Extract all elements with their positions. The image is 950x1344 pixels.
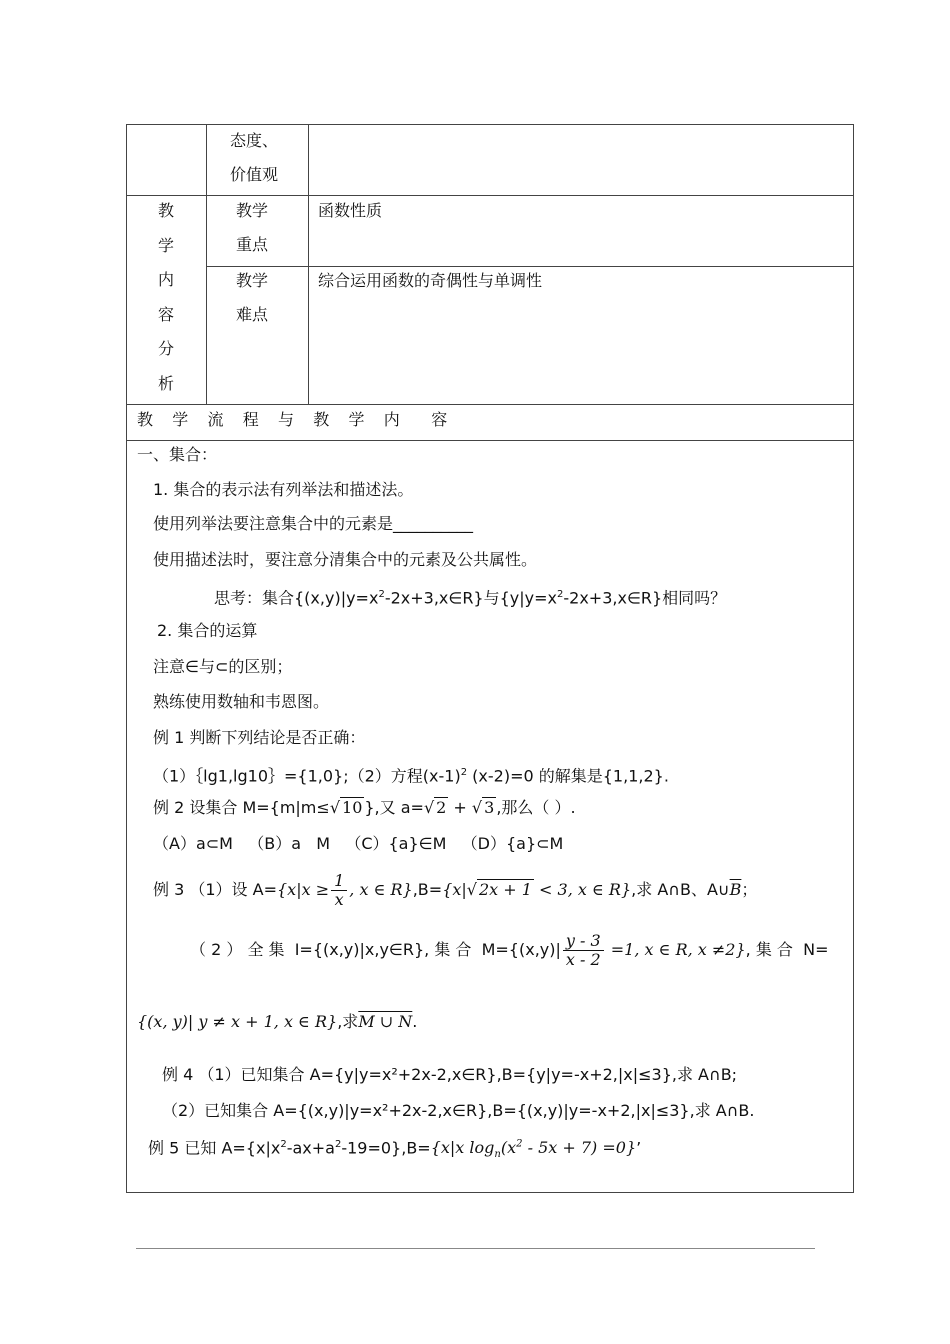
content-line: 1. 集合的表示法有列举法和描述法。: [153, 480, 414, 499]
example-3-part2: [190, 928, 828, 972]
text: ,求: [337, 1012, 359, 1031]
text: {x|x ≥: [276, 880, 330, 899]
superscript: 2: [460, 767, 468, 778]
text: 例 2 设集合 M={m|m: [153, 798, 317, 817]
text: ,B=: [412, 880, 443, 899]
side-char: 内: [157, 270, 174, 289]
side-char: 学: [157, 235, 174, 255]
set-n: {(x, y)| y ≠ x + 1, x ∈ R}: [137, 1012, 338, 1031]
difficulty-label-line1: 教学: [236, 271, 269, 290]
superscript: 2: [280, 1139, 287, 1150]
text: , 集 合 N=: [745, 940, 829, 959]
superscript: 2: [334, 1139, 342, 1150]
subscript: n: [494, 1149, 501, 1161]
content-line: 2. 集合的运算: [157, 621, 258, 640]
section-heading: 一、集合：: [137, 445, 218, 464]
text: , x ∈ R}: [349, 880, 413, 899]
le-sign: ≤: [316, 798, 330, 817]
set-b-log: [430, 1138, 637, 1161]
col-divider: [308, 124, 309, 404]
text: (x-2)=0 的解集是{1,1,2}.: [467, 766, 669, 786]
attitude-label-line2: 价值观: [230, 165, 279, 184]
sqrt-expr: 2x + 1: [478, 880, 532, 899]
text: ,求 A∩B、A∪: [631, 880, 730, 899]
attitude-label-line1: 态度、: [230, 131, 279, 150]
text: -ax+a: [286, 1138, 335, 1158]
text: ’: [636, 1138, 642, 1158]
plus: +: [448, 798, 472, 817]
text: {x|: [442, 880, 467, 899]
attitude-label: [230, 124, 278, 192]
example-1-title: 例 1 判断下列结论是否正确：: [153, 728, 366, 747]
text: 例 5 已知 A={x|x: [148, 1138, 281, 1158]
text: -19=0},B=: [341, 1138, 431, 1158]
superscript: 2: [557, 589, 564, 600]
fraction: [563, 932, 604, 969]
content-line: 使用列举法要注意集合中的元素是__________: [153, 514, 474, 533]
example-4-part1: 例 4 （1）已知集合 A={y|y=x²+2x-2,x∈R},B={y|y=-x+2,|x|≤3},求 A∩B;: [162, 1065, 738, 1084]
col-divider: [206, 124, 207, 404]
sqrt-3: 3: [484, 798, 495, 817]
think-question: [214, 583, 726, 610]
example-1-body: [153, 761, 669, 788]
text: < 3, x ∈ R}: [533, 880, 632, 899]
text: -2x+3,x∈R}与{y|y=x: [384, 588, 557, 608]
text: .: [412, 1012, 418, 1031]
complement-m-union-n: M ∪ N: [358, 1012, 413, 1031]
example-3-part1: [153, 868, 757, 912]
text: 思考：集合{(x,y)|y=x: [214, 588, 379, 608]
difficulty-label: [236, 264, 268, 332]
sqrt-2: 2: [436, 798, 447, 817]
example-2: 例 2 设集合 M={m|m≤√ 10 },又 a=√ 2 + √ 3 ,那么（ ）.: [153, 798, 576, 817]
numerator: y - 3: [563, 932, 604, 951]
denominator: x: [334, 890, 344, 909]
flow-header: 教 学 流 程 与 教 学 内 容: [137, 410, 449, 429]
fraction: [331, 872, 347, 909]
key-point-text: 函数性质: [318, 201, 383, 220]
text: 例 3 （1）设 A=: [153, 880, 277, 899]
side-char: 容: [157, 304, 174, 324]
content-line: 注意∈与⊂的区别；: [153, 657, 293, 676]
text: -2x+3,x∈R}相同吗？: [563, 588, 727, 608]
key-point-label-line1: 教学: [236, 201, 269, 220]
difficulty-label-line2: 难点: [236, 305, 269, 324]
superscript: 2: [516, 1139, 523, 1150]
example-5: [148, 1133, 641, 1168]
side-char: 分: [157, 339, 174, 358]
side-char: 教: [157, 201, 174, 220]
key-point-label: [236, 194, 268, 262]
set-b: {x|√ 2x + 1 < 3, x ∈ R}: [442, 880, 632, 899]
text: {x|x log: [430, 1138, 495, 1158]
text: },又 a=: [364, 798, 424, 817]
text: ；: [741, 880, 758, 899]
set-a: [276, 871, 413, 909]
example-3-part2-cont: [137, 1010, 417, 1034]
text: (x: [500, 1138, 517, 1158]
sqrt-10: 10: [342, 798, 363, 817]
side-char: 析: [157, 373, 174, 393]
text: =1, x ∈ R, x ≠2}: [605, 940, 746, 959]
row-divider: [126, 440, 854, 441]
superscript: 2: [378, 589, 385, 600]
complement-b: $\overline{B}$: [729, 880, 742, 899]
text: ,那么（ ）.: [496, 798, 576, 817]
content-line: 熟练使用数轴和韦恩图。: [153, 692, 330, 711]
content-line: 使用描述法时，要注意分清集合中的元素及公共属性。: [153, 550, 538, 569]
numerator: 1: [331, 872, 347, 891]
footer-rule: [136, 1248, 815, 1249]
key-point-label-line2: 重点: [236, 235, 269, 254]
analysis-side-label: [131, 194, 201, 401]
text: （ 2 ） 全 集 I={(x,y)|x,y∈R}, 集 合 M={(x,y)|: [190, 940, 561, 959]
example-4-part2: （2）已知集合 A={(x,y)|y=x²+2x-2,x∈R},B={(x,y)|y=-x+2,|x|≤3},求 A∩B.: [162, 1101, 755, 1120]
denominator: x - 2: [565, 950, 601, 969]
example-2-options: （A）a⊂M （B）a M （C）{a}∈M （D）{a}⊂M: [153, 834, 564, 853]
text: - 5x + 7) =0}: [522, 1138, 637, 1158]
difficulty-text: 综合运用函数的奇偶性与单调性: [318, 271, 543, 290]
text: （1）｛lg1,lg10｝={1,0};（2）方程(x-1): [153, 766, 461, 786]
